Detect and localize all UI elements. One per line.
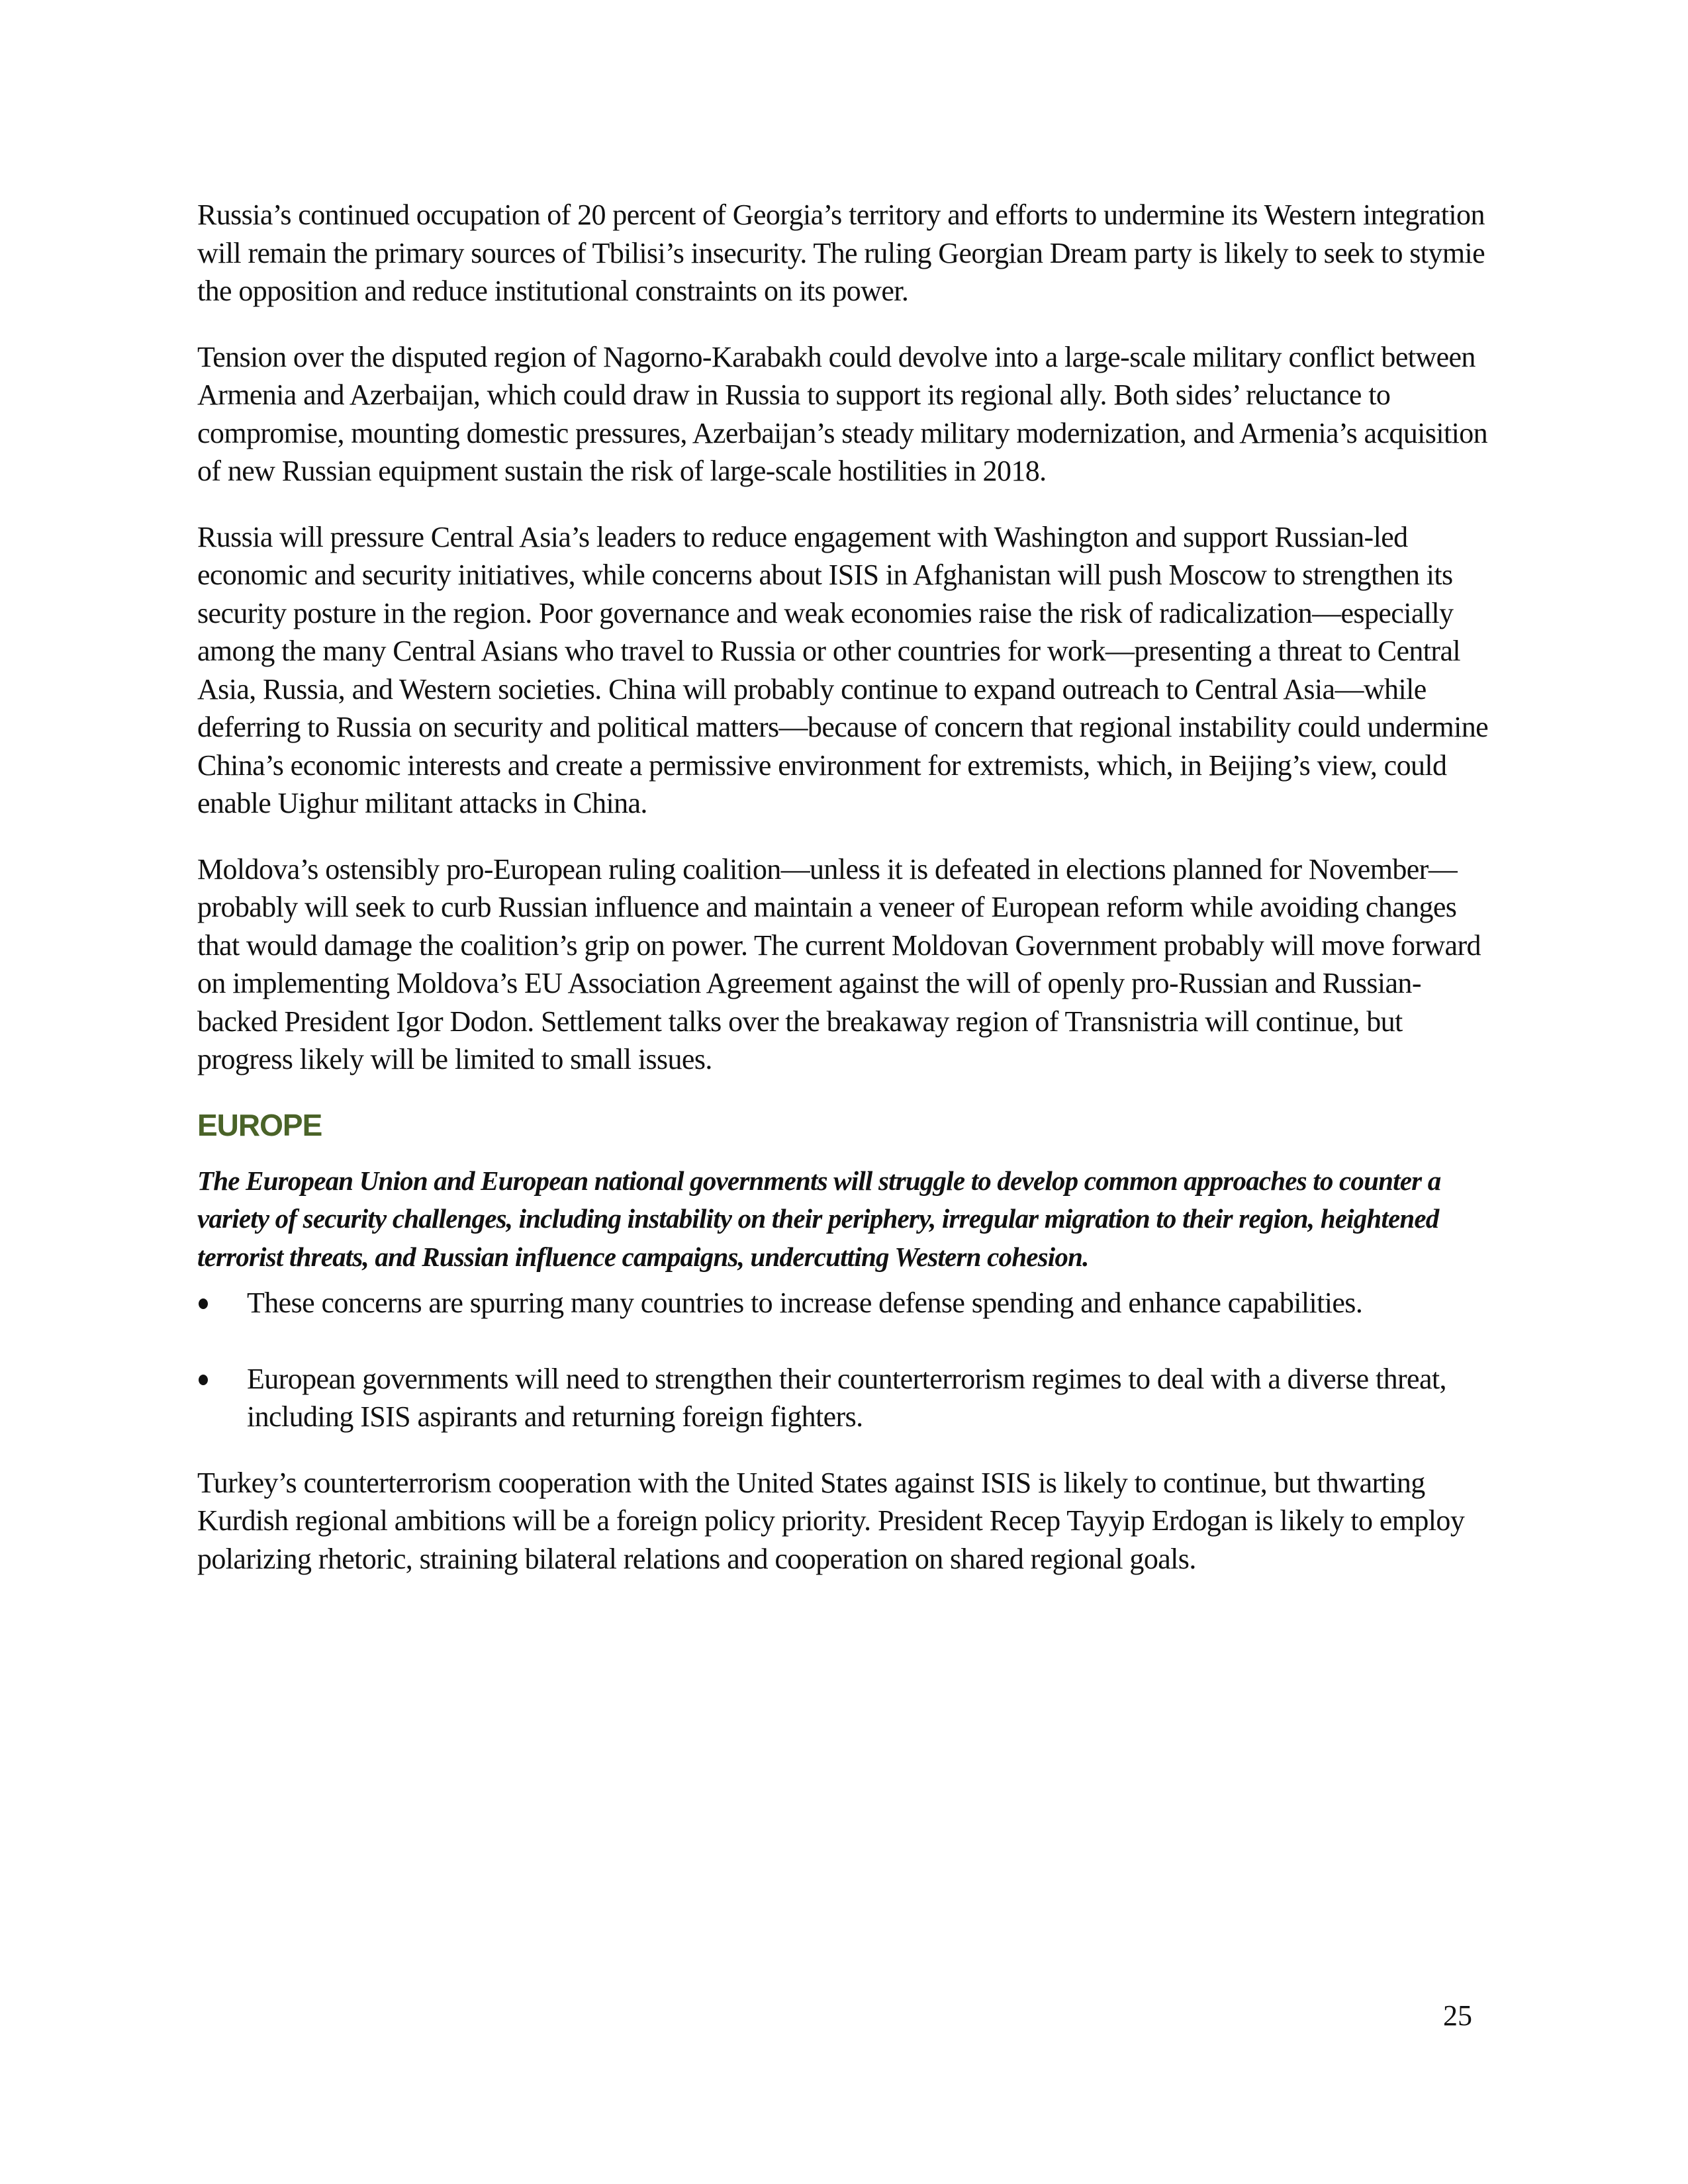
paragraph-georgia: Russia’s continued occupation of 20 percent of Georgia’s territory and efforts to undermine its Western integration will remain the primary sources of Tbilisi’s insecurity. The ruling Georgian Dream party is likely to seek to stymie the opposition and reduce institutional constraints on its power. bbox=[197, 199, 1485, 307]
bullet-text: These concerns are spurring many countries to increase defense spending and enhance capabilities. bbox=[247, 1287, 1363, 1319]
section-heading-europe: EUROPE bbox=[197, 1107, 322, 1142]
bullet-item bbox=[197, 1360, 1495, 1436]
paragraph-turkey: Turkey’s counterterrorism cooperation with the United States against ISIS is likely to continue, but thwarting Kurdish regional ambitions will be a foreign policy priority. President Recep Tayyip Erdogan is likely to employ polarizing rhetoric, straining bilateral relations and cooperation on shared regional goals. bbox=[197, 1466, 1465, 1575]
europe-lead-statement: The European Union and European national governments will struggle to develop common approaches to counter a variety of security challenges, including instability on their periphery, irregular migration to their region, heightened terrorist threats, and Russian influence campaigns, undercutting Western cohesion. bbox=[197, 1165, 1441, 1272]
paragraph-moldova: Moldova’s ostensibly pro-European ruling coalition—unless it is defeated in elections planned for November—probably will seek to curb Russian influence and maintain a veneer of European reform while avoiding changes that would damage the coalition’s grip on power. The current Moldovan Government probably will move forward on implementing Moldova’s EU Association Agreement against the will of openly pro-Russian and Russian-backed President Igor Dodon. Settlement talks over the breakaway region of Transnistria will continue, but progress likely will be limited to small issues. bbox=[197, 852, 1481, 1075]
bullet-text: European governments will need to strengthen their counterterrorism regimes to deal with a diverse threat, including ISIS aspirants and returning foreign fighters. bbox=[247, 1362, 1446, 1433]
bullet-item bbox=[197, 1284, 1495, 1322]
paragraph-central-asia: Russia will pressure Central Asia’s leaders to reduce engagement with Washington and support Russian-led economic and security initiatives, while concerns about ISIS in Afghanistan will push Moscow to strengthen its security posture in the region. Poor governance and weak economies raise the risk of radicalization—especially among the many Central Asians who travel to Russia or other countries for work—presenting a threat to Central Asia, Russia, and Western societies. China will probably continue to expand outreach to Central Asia—while deferring to Russia on security and political matters—because of concern that regional instability could undermine China’s economic interests and create a permissive environment for extremists, which, in Beijing’s view, could enable Uighur militant attacks in China. bbox=[197, 520, 1489, 819]
europe-bullet-list bbox=[197, 1284, 1495, 1436]
paragraph-nagorno-karabakh: Tension over the disputed region of Nagorno-Karabakh could devolve into a large-scale military conflict between Armenia and Azerbaijan, which could draw in Russia to support its regional ally. Both sides’ reluctance to compromise, mounting domestic pressures, Azerbaijan’s steady military modernization, and Armenia’s acquisition of new Russian equipment sustain the risk of large-scale hostilities in 2018. bbox=[197, 340, 1487, 487]
document-page bbox=[197, 196, 1495, 1606]
bullet-icon bbox=[199, 1298, 208, 1309]
page-number: 25 bbox=[1443, 1999, 1472, 2032]
bullet-icon bbox=[199, 1375, 208, 1385]
